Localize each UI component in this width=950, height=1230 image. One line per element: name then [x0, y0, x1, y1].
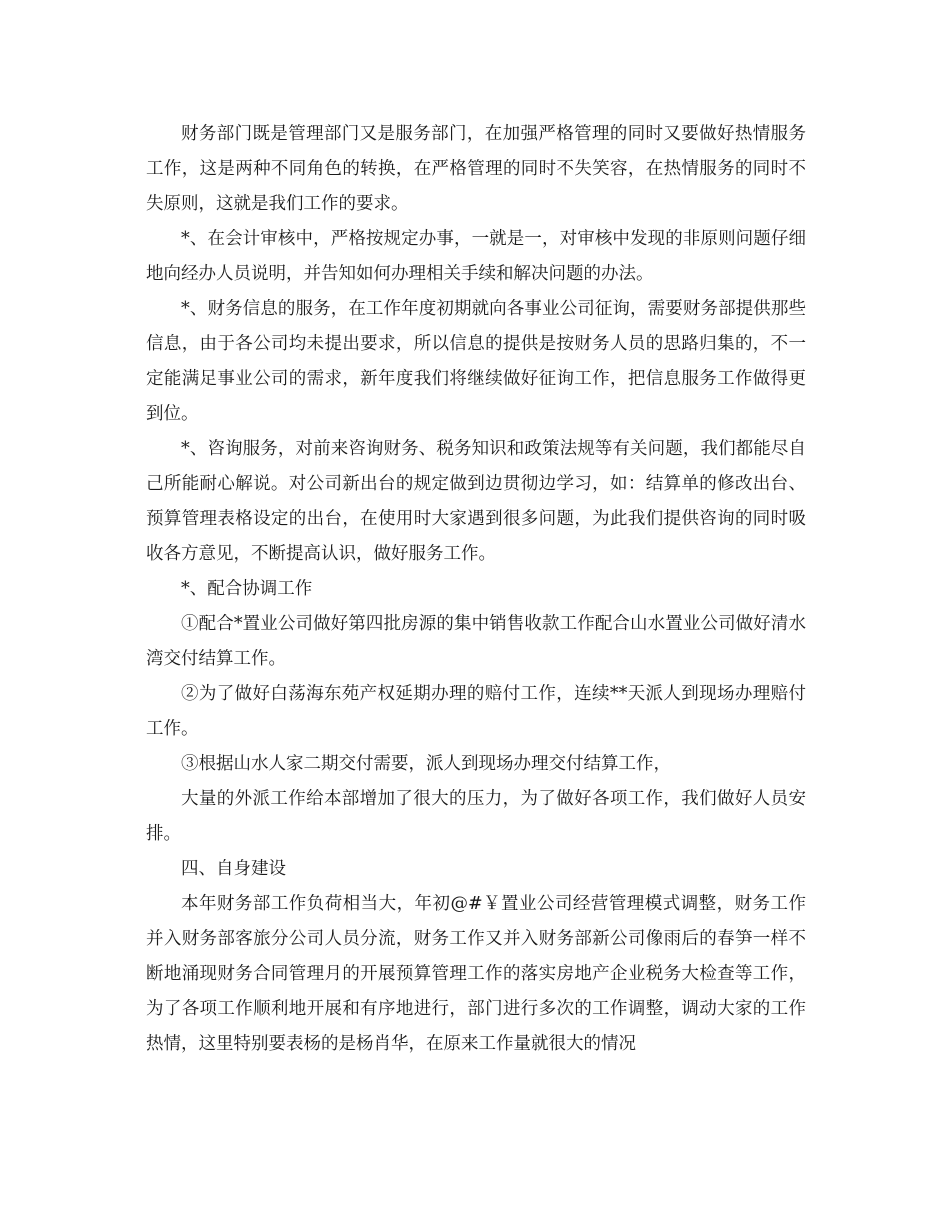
paragraph-coordination-item-2: ②为了做好白荡海东苑产权延期办理的赔付工作，连续**天派人到现场办理赔付工作。	[146, 684, 806, 739]
paragraph-coordination-item-3: ③根据山水人家二期交付需要，派人到现场办理交付结算工作，	[181, 754, 671, 774]
paragraph-staffing-pressure: 大量的外派工作给本部增加了很大的压力，为了做好各项工作，我们做好人员安排。	[146, 789, 806, 844]
paragraph-coordination-item-1: ①配合*置业公司做好第四批房源的集中销售收款工作配合山水置业公司做好清水湾交付结算工作。	[146, 614, 806, 669]
paragraph-accounting-audit: *、在会计审核中，严格按规定办事，一就是一，对审核中发现的非原则问题仔细地向经办人员说明，并告知如何办理相关手续和解决问题的办法。	[146, 229, 806, 284]
paragraph-workload: 本年财务部工作负荷相当大，年初@#￥置业公司经营管理模式调整，财务工作并入财务部客旅分公司人员分流，财务工作又并入财务部新公司像雨后的春笋一样不断地涌现财务合同管理月的开展预算管理工作的落实房地产企业税务大检查等工作，为了各项工作顺利地开展和有序地进行，部门进行多次的工作调整，调动大家的工作热情，这里特别要表杨的是杨肖华，在原来工作量就很大的情况	[146, 894, 806, 1054]
paragraph-financial-info-service: *、财务信息的服务，在工作年度初期就向各事业公司征询，需要财务部提供那些信息，由于各公司均未提出要求，所以信息的提供是按财务人员的思路归集的，不一定能满足事业公司的需求，新年度我们将继续做好征询工作，把信息服务工作做得更到位。	[146, 299, 806, 424]
document-body	[146, 117, 806, 1062]
paragraph-coordination-heading: *、配合协调工作	[181, 579, 313, 599]
paragraph-service-role: 财务部门既是管理部门又是服务部门，在加强严格管理的同时又要做好热情服务工作，这是两种不同角色的转换，在严格管理的同时不失笑容，在热情服务的同时不失原则，这就是我们工作的要求。	[146, 124, 806, 214]
section-heading-self-building: 四、自身建设	[181, 859, 286, 879]
paragraph-consulting-service: *、咨询服务，对前来咨询财务、税务知识和政策法规等有关问题，我们都能尽自己所能耐心解说。对公司新出台的规定做到边贯彻边学习，如：结算单的修改出台、预算管理表格设定的出台，在使用时大家遇到很多问题，为此我们提供咨询的同时吸收各方意见，不断提高认识，做好服务工作。	[146, 439, 806, 564]
